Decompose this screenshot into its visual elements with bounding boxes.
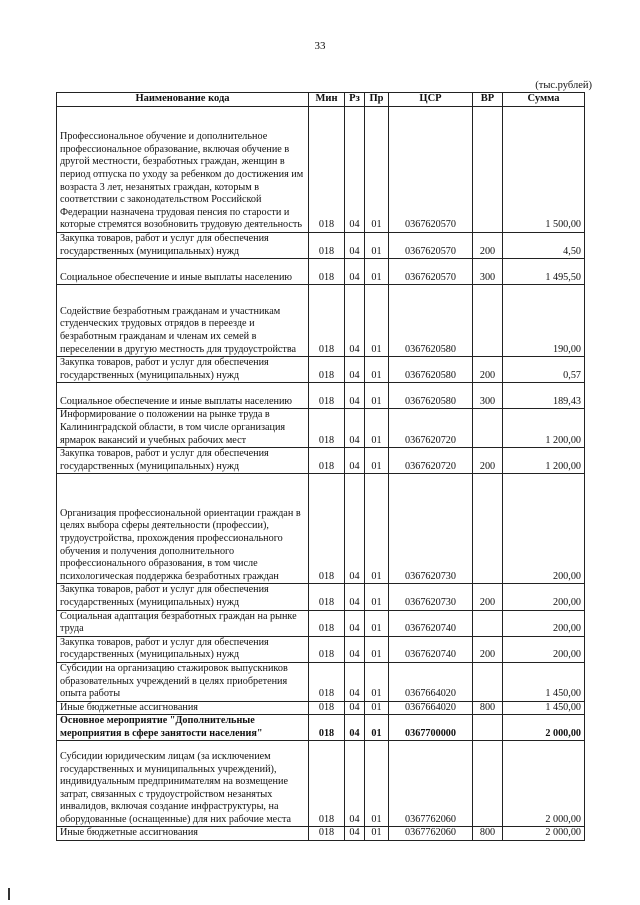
cell-name: Закупка товаров, работ и услуг для обеспечения государственных (муниципальных) нужд — [57, 448, 309, 474]
cell-vr: 300 — [473, 259, 503, 285]
cell-csr: 0367620730 — [389, 474, 473, 584]
cell-pr: 01 — [365, 259, 389, 285]
cell-pr: 01 — [365, 409, 389, 448]
units-note: (тыс.рублей) — [535, 80, 592, 91]
cell-pr: 01 — [365, 107, 389, 233]
table-row — [57, 259, 585, 285]
cell-csr: 0367620580 — [389, 285, 473, 357]
cell-vr: 200 — [473, 448, 503, 474]
cell-pr: 01 — [365, 584, 389, 610]
cell-min: 018 — [309, 584, 345, 610]
cell-sum: 1 495,50 — [503, 259, 585, 285]
cell-name: Закупка товаров, работ и услуг для обеспечения государственных (муниципальных) нужд — [57, 584, 309, 610]
header-vr: ВР — [473, 93, 503, 107]
cell-vr: 200 — [473, 357, 503, 383]
cell-pr: 01 — [365, 233, 389, 259]
header-min: Мин — [309, 93, 345, 107]
cell-name: Субсидии юридическим лицам (за исключением государственных и муниципальных учреждений), индивидуальным предпринимателям на возмещение затрат, связанных с трудоустройством незанятых инвалидов, включая создание инфраструктуры, на оборудованные (оснащенные) для них рабочие места — [57, 741, 309, 827]
cell-sum: 200,00 — [503, 474, 585, 584]
cell-rz: 04 — [345, 357, 365, 383]
table-row — [57, 409, 585, 448]
cell-csr: 0367620730 — [389, 584, 473, 610]
table-row — [57, 233, 585, 259]
cell-pr: 01 — [365, 474, 389, 584]
cell-rz: 04 — [345, 662, 365, 701]
cell-min: 018 — [309, 827, 345, 841]
header-pr: Пр — [365, 93, 389, 107]
table-row — [57, 610, 585, 636]
table-row — [57, 741, 585, 827]
cell-pr: 01 — [365, 610, 389, 636]
cell-name: Иные бюджетные ассигнования — [57, 827, 309, 841]
cell-name: Социальная адаптация безработных граждан на рынке труда — [57, 610, 309, 636]
table-row — [57, 107, 585, 233]
cell-pr: 01 — [365, 715, 389, 741]
cell-rz: 04 — [345, 259, 365, 285]
cell-vr — [473, 741, 503, 827]
table-row — [57, 357, 585, 383]
cell-vr: 200 — [473, 584, 503, 610]
cell-rz: 04 — [345, 448, 365, 474]
table-header-row — [57, 93, 585, 107]
table-row — [57, 701, 585, 715]
cell-min: 018 — [309, 474, 345, 584]
cell-rz: 04 — [345, 636, 365, 662]
cell-vr: 200 — [473, 636, 503, 662]
cell-vr — [473, 715, 503, 741]
header-sum: Сумма — [503, 93, 585, 107]
cell-pr: 01 — [365, 701, 389, 715]
cell-vr — [473, 107, 503, 233]
cell-csr: 0367620570 — [389, 259, 473, 285]
cell-pr: 01 — [365, 448, 389, 474]
table-row — [57, 827, 585, 841]
cell-name: Закупка товаров, работ и услуг для обеспечения государственных (муниципальных) нужд — [57, 357, 309, 383]
cell-pr: 01 — [365, 285, 389, 357]
cell-min: 018 — [309, 610, 345, 636]
header-csr: ЦСР — [389, 93, 473, 107]
table-row — [57, 383, 585, 409]
cell-min: 018 — [309, 107, 345, 233]
cell-min: 018 — [309, 409, 345, 448]
cell-csr: 0367620720 — [389, 409, 473, 448]
table-row — [57, 636, 585, 662]
cell-name: Закупка товаров, работ и услуг для обеспечения государственных (муниципальных) нужд — [57, 636, 309, 662]
table-row — [57, 285, 585, 357]
cell-vr — [473, 662, 503, 701]
cell-min: 018 — [309, 383, 345, 409]
cell-min: 018 — [309, 741, 345, 827]
cell-csr: 0367700000 — [389, 715, 473, 741]
header-name: Наименование кода — [57, 93, 309, 107]
cell-csr: 0367620720 — [389, 448, 473, 474]
cell-min: 018 — [309, 233, 345, 259]
cell-vr: 300 — [473, 383, 503, 409]
cell-vr: 800 — [473, 701, 503, 715]
cell-csr: 0367620580 — [389, 357, 473, 383]
cell-name: Информирование о положении на рынке труда в Калининградской области, в том числе организация ярмарок вакансий и учебных рабочих мест — [57, 409, 309, 448]
cell-sum: 4,50 — [503, 233, 585, 259]
cell-pr: 01 — [365, 383, 389, 409]
cell-sum: 200,00 — [503, 584, 585, 610]
cell-min: 018 — [309, 715, 345, 741]
cell-vr: 200 — [473, 233, 503, 259]
page-number: 33 — [314, 40, 326, 52]
table-row — [57, 448, 585, 474]
cell-csr: 0367664020 — [389, 662, 473, 701]
cell-min: 018 — [309, 448, 345, 474]
cell-sum: 200,00 — [503, 636, 585, 662]
margin-mark — [8, 888, 10, 900]
cell-csr: 0367620570 — [389, 107, 473, 233]
cell-sum: 1 200,00 — [503, 448, 585, 474]
cell-min: 018 — [309, 285, 345, 357]
cell-pr: 01 — [365, 662, 389, 701]
cell-csr: 0367762060 — [389, 827, 473, 841]
cell-csr: 0367664020 — [389, 701, 473, 715]
cell-sum: 0,57 — [503, 357, 585, 383]
cell-rz: 04 — [345, 409, 365, 448]
cell-name: Содействие безработным гражданам и участникам студенческих трудовых отрядов в переезде и безработным гражданам и членам их семей в переселении в другую местность для трудоустройства — [57, 285, 309, 357]
cell-sum: 2 000,00 — [503, 715, 585, 741]
cell-name: Организация профессиональной ориентации граждан в целях выбора сферы деятельности (профессии), трудоустройства, прохождения профессионального обучения и получения дополнительного профессионального образования, в том числе психологическая поддержка безработных граждан — [57, 474, 309, 584]
cell-sum: 1 500,00 — [503, 107, 585, 233]
cell-csr: 0367620740 — [389, 610, 473, 636]
cell-name: Социальное обеспечение и иные выплаты населению — [57, 259, 309, 285]
cell-sum: 1 200,00 — [503, 409, 585, 448]
cell-rz: 04 — [345, 233, 365, 259]
cell-pr: 01 — [365, 636, 389, 662]
cell-rz: 04 — [345, 584, 365, 610]
table-row — [57, 584, 585, 610]
cell-sum: 2 000,00 — [503, 741, 585, 827]
cell-csr: 0367620580 — [389, 383, 473, 409]
cell-rz: 04 — [345, 827, 365, 841]
cell-vr — [473, 610, 503, 636]
cell-name: Основное мероприятие "Дополнительные мероприятия в сфере занятости населения" — [57, 715, 309, 741]
cell-min: 018 — [309, 662, 345, 701]
cell-sum: 189,43 — [503, 383, 585, 409]
cell-sum: 200,00 — [503, 610, 585, 636]
cell-rz: 04 — [345, 285, 365, 357]
cell-min: 018 — [309, 701, 345, 715]
cell-rz: 04 — [345, 715, 365, 741]
cell-vr — [473, 409, 503, 448]
cell-rz: 04 — [345, 610, 365, 636]
cell-name: Закупка товаров, работ и услуг для обеспечения государственных (муниципальных) нужд — [57, 233, 309, 259]
cell-rz: 04 — [345, 383, 365, 409]
cell-rz: 04 — [345, 474, 365, 584]
cell-vr — [473, 285, 503, 357]
cell-pr: 01 — [365, 357, 389, 383]
cell-vr: 800 — [473, 827, 503, 841]
table-row — [57, 662, 585, 701]
cell-sum: 2 000,00 — [503, 827, 585, 841]
cell-sum: 1 450,00 — [503, 662, 585, 701]
table-row — [57, 715, 585, 741]
cell-pr: 01 — [365, 741, 389, 827]
cell-rz: 04 — [345, 741, 365, 827]
cell-csr: 0367620570 — [389, 233, 473, 259]
cell-sum: 1 450,00 — [503, 701, 585, 715]
cell-name: Социальное обеспечение и иные выплаты населению — [57, 383, 309, 409]
cell-name: Профессиональное обучение и дополнительное профессиональное образование, включая обучение в другой местности, безработных граждан, женщин в период отпуска по уходу за ребенком до достижения им возраста 3 лет, незанятых граждан, которым в соответствии с законодательством Российской Федерации назначена трудовая пенсия по старости и которые стремятся возобновить трудовую деятельность — [57, 107, 309, 233]
cell-pr: 01 — [365, 827, 389, 841]
table-row — [57, 474, 585, 584]
cell-vr — [473, 474, 503, 584]
cell-csr: 0367620740 — [389, 636, 473, 662]
cell-rz: 04 — [345, 701, 365, 715]
cell-name: Иные бюджетные ассигнования — [57, 701, 309, 715]
header-rz: Рз — [345, 93, 365, 107]
budget-table — [56, 92, 585, 841]
cell-min: 018 — [309, 357, 345, 383]
cell-min: 018 — [309, 636, 345, 662]
cell-csr: 0367762060 — [389, 741, 473, 827]
table-body — [57, 107, 585, 841]
cell-rz: 04 — [345, 107, 365, 233]
cell-sum: 190,00 — [503, 285, 585, 357]
cell-min: 018 — [309, 259, 345, 285]
cell-name: Субсидии на организацию стажировок выпускников образовательных учреждений в целях приобретения опыта работы — [57, 662, 309, 701]
